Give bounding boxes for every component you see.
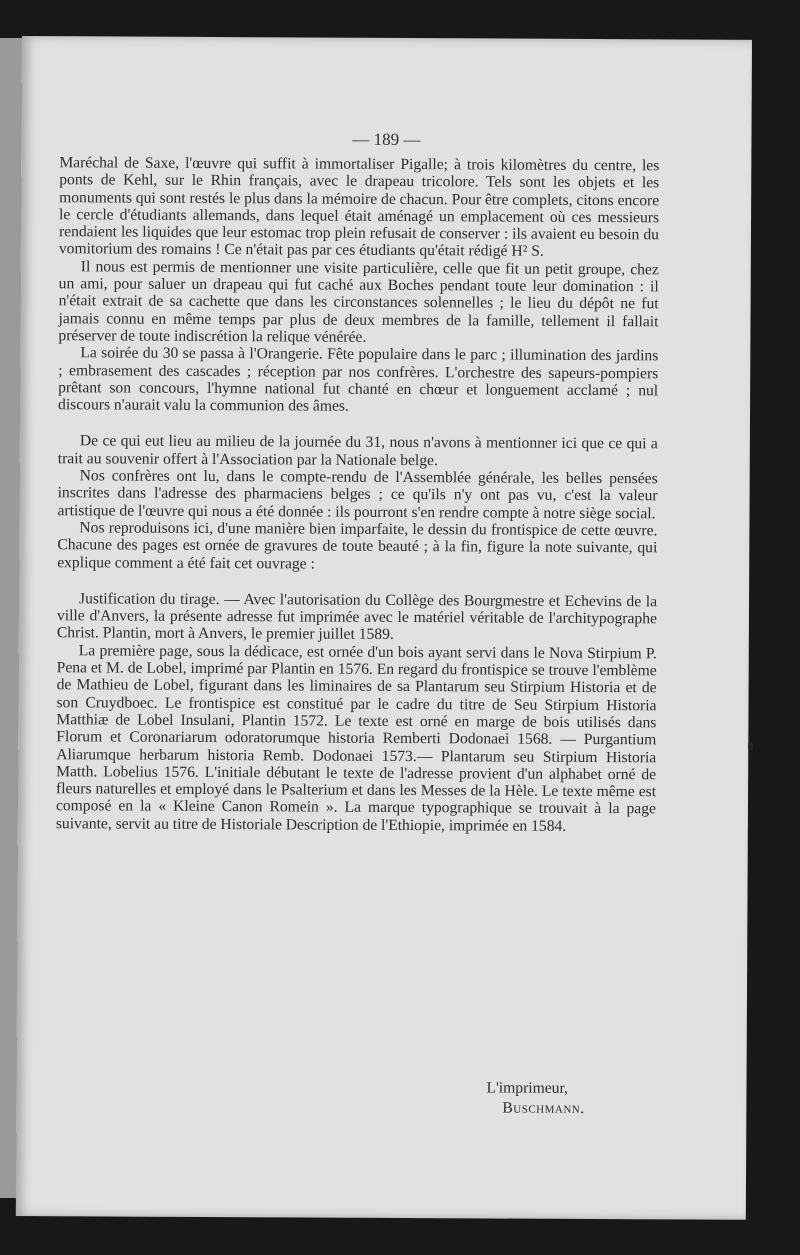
paragraph: Nos reproduisons ici, d'une manière bien imparfaite, le dessin du frontispice de cette œuvre. Chacune des pages est ornée de gravures de toute beauté ; à la fin, figure la note suivante, qui explique comment a été fait cet ouvrage : [57, 519, 658, 573]
paragraph: La soirée du 30 se passa à l'Orangerie. Fête populaire dans le parc ; illumination des jardins ; embrasement des cascades ; réception par nos confrères. L'orchestre des sapeurs-pompiers prêtant son concours, l'hymne national fut chanté en chœur et longuement acclamé ; nul discours n'aurait valu la communion des âmes. [58, 344, 659, 415]
signature-name: Buschmann. [502, 1099, 585, 1117]
paragraph: Justification du tirage. — Avec l'autorisation du Collège des Bourgmestre et Echevins de la ville d'Anvers, la présente adresse fut imprimée avec le matériel véritable de l'architypographe Christ. Plantin, mort à Anvers, le premier juillet 1589. [56, 590, 658, 644]
ink-mark [748, 742, 753, 750]
document-page [16, 36, 752, 1220]
signature-title: L'imprimeur, [486, 1079, 568, 1097]
paragraph: Il nous est permis de mentionner une visite particulière, celle que fit un petit groupe, chez un ami, pour saluer un drapeau qui fut caché aux Boches pendant toute leur domination : il n'était extrait de sa cachette que dans les circonstances solennelles ; le lieu du dépôt ne fut jamais connu en même temps par plus de deux membres de la famille, tellement il fallait préserver de toute indiscrétion la relique vénérée. [58, 258, 659, 346]
paragraph: Nos confrères ont lu, dans le compte-rendu de l'Assemblée générale, les belles pensées inscrites dans l'adresse des pharmaciens belges ; ce qu'ils n'y ont pas vu, c'est la valeur artistique de l'œuvre qui nous a été donnée : ils pourront s'en rendre compte à notre siège social. [57, 467, 658, 522]
paragraph: La première page, sous la dédicace, est ornée d'un bois ayant servi dans le Nova Stirpium P. Pena et M. de Lobel, imprimé par Plantin en 1576. En regard du frontispice se trouve l'emblème de Mathieu de Lobel, figurant dans les liminaires de sa Plantarum seu Stirpium Historia et de son Cruydboec. Le frontispice est constitué par le cadre du titre de Seu Stirpium Historia Matthiæ de Lobel Insulani, Plantin 1572. Le texte est orné en marge de bois utilisés dans Florum et Coronariarum odoratorumque historia Remberti Dodonaei 1568. — Purgantium Aliarumque herbarum historia Remb. Dodonaei 1573.— Plantarum seu Stirpium Historia Matth. Lobelius 1576. L'initiale débutant le texte de l'adresse provient d'un alphabet orné de fleurs naturelles et employé dans le Psalterium et dans les Messes de la Hèle. Le texte même est composé en la « Kleine Canon Romein ». La marque typographique se trouvait à la page suivante, servit au titre de Historiale Description de l'Ethiopie, imprimée en 1584. [55, 642, 657, 835]
paragraph: De ce qui eut lieu au milieu de la journée du 31, nous n'avons à mentionner ici que ce qui a trait au souvenir offert à l'Association par la Nationale belge. [57, 432, 658, 469]
paragraph: Maréchal de Saxe, l'œuvre qui suffit à immortaliser Pigalle; à trois kilomètres du centre, les ponts de Kehl, sur le Rhin français, avec le drapeau tricolore. Tels sont les objets et les monuments qui sont restés le plus dans la mémoire de chacun. Pour être complets, citons encore le cercle d'étudiants allemands, dans lequel était aménagé un emplacement où ces messieurs rendaient les liquides que leur estomac trop plein refusait de conserver : ils avaient eu besoin du vomitorium des romains ! Ce n'était pas par ces étudiants qu'était rédigé H² S. [58, 154, 660, 261]
page-number: — 189 — [352, 129, 421, 150]
signature-block [486, 1078, 584, 1119]
body-text [56, 154, 660, 835]
